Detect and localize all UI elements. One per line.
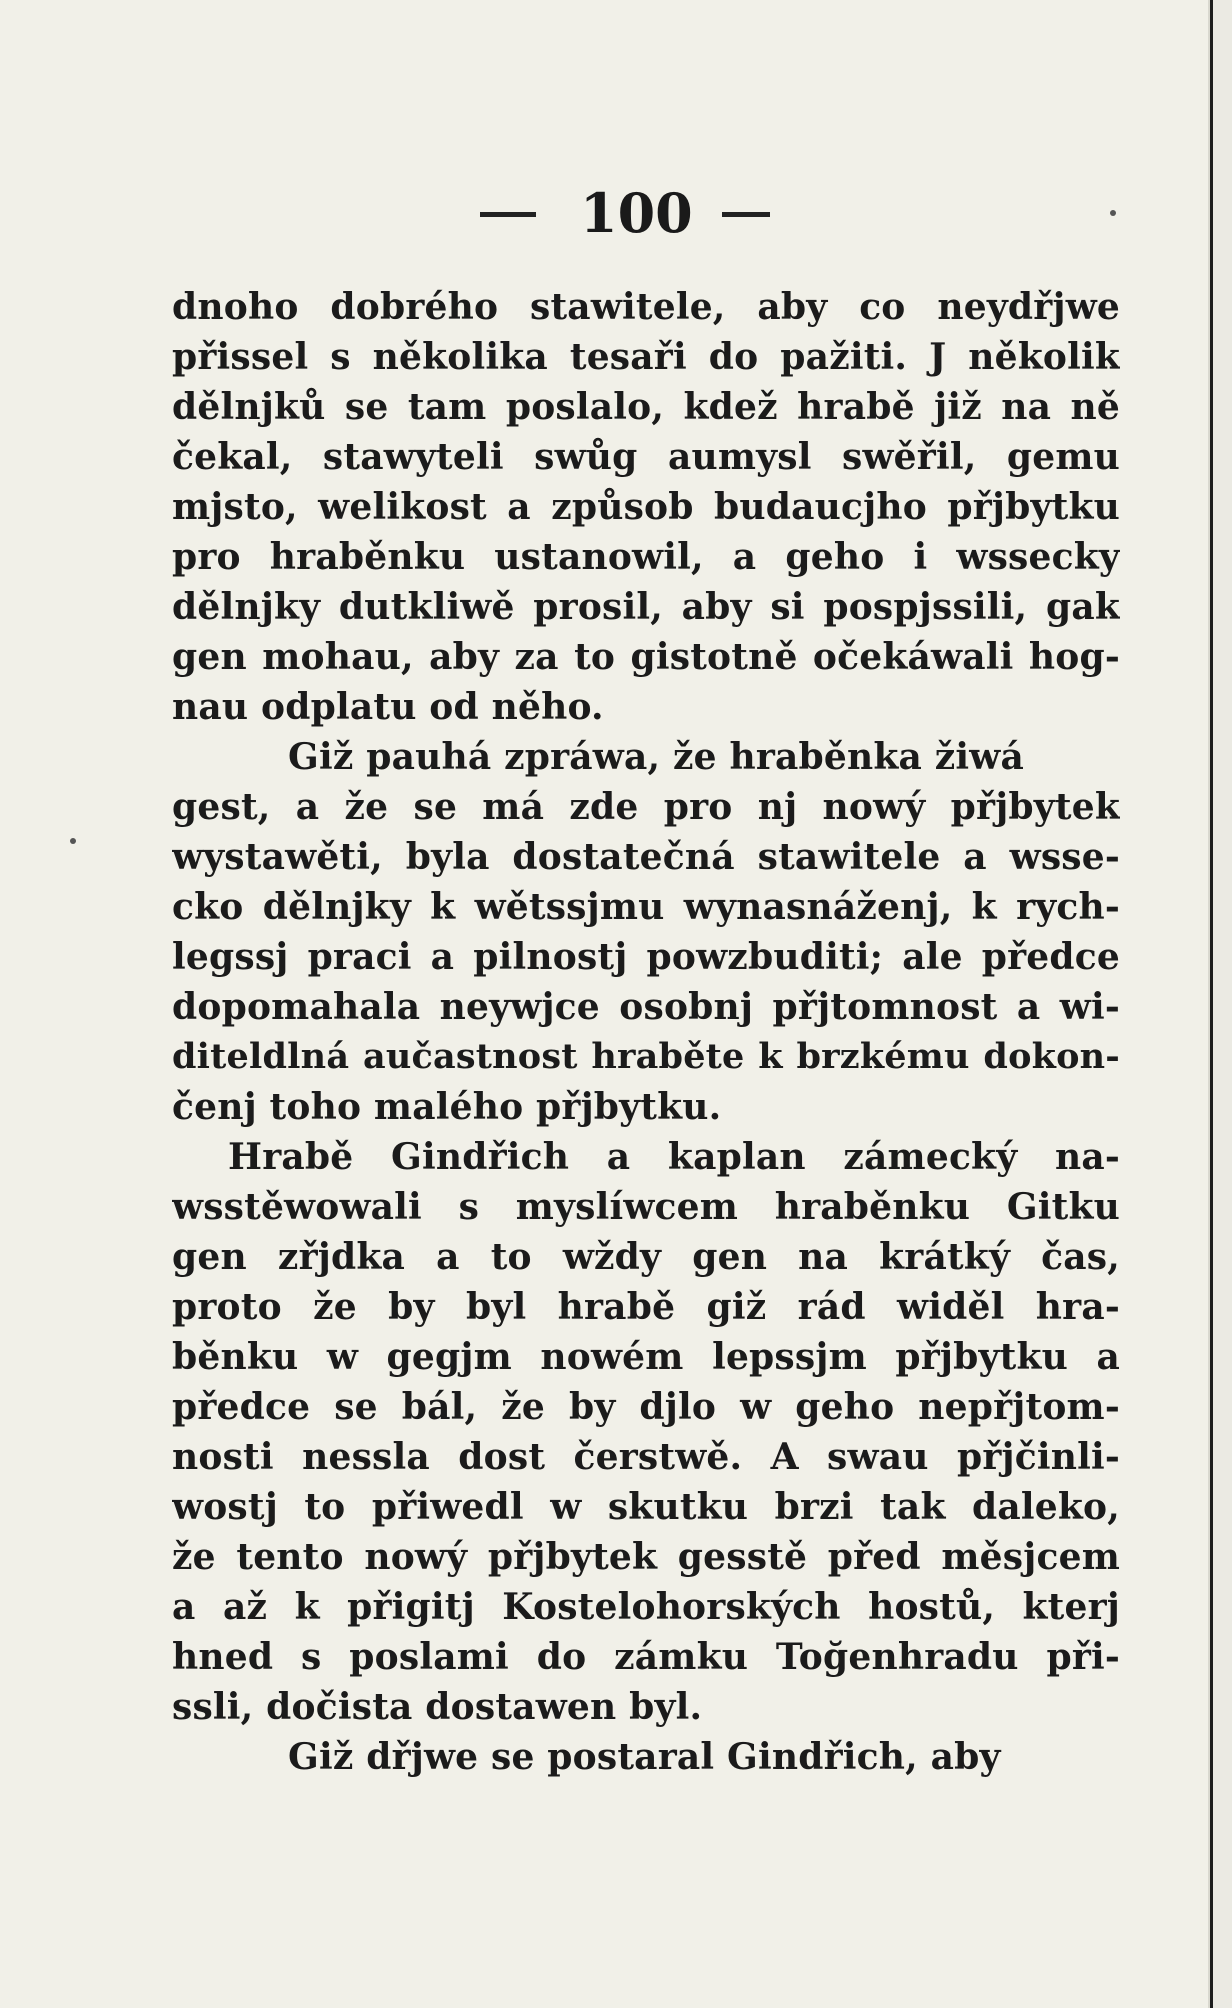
text-line: wostj to přiwedl w skutku brzi tak daleko, — [172, 1486, 1120, 1528]
text-line: čenj toho malého přjbytku. — [172, 1086, 722, 1128]
text-line: nau odplatu od něho. — [172, 686, 604, 728]
text-line: gen mohau, aby za to gistotně očekáwali hog- — [172, 636, 1120, 678]
text-line: wsstěwowali s myslíwcem hraběnku Gitku — [172, 1186, 1120, 1228]
paper-speck — [70, 838, 76, 844]
page-header — [0, 178, 1210, 248]
paper-speck — [1110, 210, 1116, 216]
margin-strip — [1213, 0, 1232, 2008]
text-line: dělnjky dutkliwě prosil, aby si pospjssili, gak — [172, 586, 1120, 628]
text-line: přissel s několika tesaři do pažiti. J několik — [172, 336, 1120, 378]
header-dash-left — [480, 212, 536, 217]
text-line: dopomahala neywjce osobnj přjtomnost a wi- — [172, 986, 1120, 1028]
text-line: gen zřjdka a to wždy gen na krátký čas, — [172, 1236, 1120, 1278]
text-line: mjsto, welikost a způsob budaucjho přjbytku — [172, 486, 1120, 528]
text-line: dnoho dobrého stawitele, aby co neydřjwe — [172, 286, 1120, 328]
text-line: dělnjků se tam poslalo, kdež hrabě již na ně — [172, 386, 1120, 428]
text-line: pro hraběnku ustanowil, a geho i wssecky — [172, 536, 1120, 578]
text-line: předce se bál, že by djlo w geho nepřjtom- — [172, 1386, 1120, 1428]
text-line: Giž pauhá zpráwa, že hraběnka žiwá — [288, 736, 1025, 778]
text-line: Giž dřjwe se postaral Gindřich, aby — [288, 1736, 1001, 1778]
text-line: cko dělnjky k wětssjmu wynasnáženj, k rych- — [172, 886, 1120, 928]
text-line: nosti nessla dost čerstwě. A swau přjčinli- — [172, 1436, 1120, 1478]
text-line: Hrabě Gindřich a kaplan zámecký na- — [228, 1136, 1120, 1178]
body-text — [172, 282, 1120, 1782]
text-line: ssli, dočista dostawen byl. — [172, 1686, 703, 1728]
text-line: čekal, stawyteli swůg aumysl swěřil, gemu — [172, 436, 1120, 478]
header-dash-right — [722, 212, 770, 217]
page-number: 100 — [580, 181, 693, 245]
text-line: hned s poslami do zámku Toğenhradu při- — [172, 1636, 1120, 1678]
text-line: že tento nowý přjbytek gesstě před měsjcem — [172, 1536, 1120, 1578]
text-line: proto že by byl hrabě giž rád widěl hra- — [172, 1286, 1120, 1328]
text-line: wystawěti, byla dostatečná stawitele a wsse- — [172, 836, 1120, 878]
text-line: legssj praci a pilnostj powzbuditi; ale předce — [172, 936, 1120, 978]
text-line: diteldlná aučastnost hraběte k brzkému dokon- — [172, 1036, 1120, 1077]
text-line: gest, a že se má zde pro nj nowý přjbytek — [172, 786, 1120, 828]
text-line: běnku w gegjm nowém lepssjm přjbytku a — [172, 1336, 1120, 1378]
text-line: a až k přigitj Kostelohorských hostů, kterj — [172, 1586, 1120, 1628]
